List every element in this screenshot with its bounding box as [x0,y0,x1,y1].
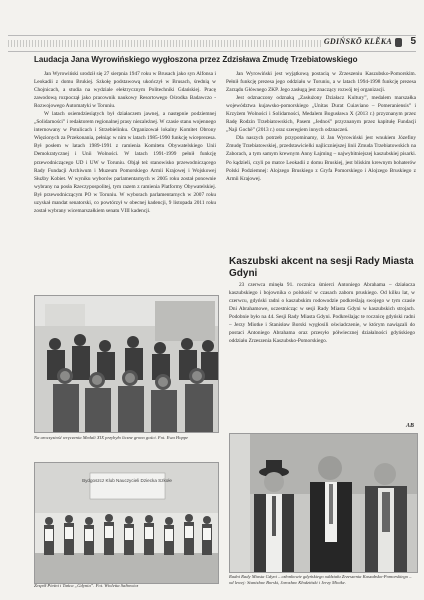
article2-body [229,281,415,421]
photo-audience [34,295,219,433]
photo-audience-caption: Na uroczystość wręczenia Medali XIX przybyło liczne grono gości. Fot. Ewa Hoppe [34,435,189,440]
article2-paragraph: 23 czerwca minęła 91. rocznica śmierci Antoniego Abrahama – działacza kaszubskiego i bojownika o polskość w czasach zaboru pruskiego. Od kilku lat, w czerwcu, gdyński radni o kaszubskim rodowodzie podkreślają swojego w tym czasie Dni Abrahamowe, uczestnicząc w sesji Rady Miasta Gdyni w kaszubskich strojach. Podobnie było na 44. Sesji Rady Miasta Gdyni. Podkreślając te rocznicę gdyński radni – Jerzy Miotke i Stanisław Borski wygłosili oświadczenie, w którym nawiązali do postaci Antoniego Abrahama oraz przesyło półwiecznej działalności gdyńskiego oddziału Zrzeszenia Kaszubsko-Pomorskiego. [229,282,415,345]
photo-folk-ensemble-caption: Zespół Pieśni i Tańca „Gdynia”. Fot. Wioletta Sałtowicz [34,583,139,588]
magazine-name: GDIŃSKŌ KLĔKA [323,37,392,46]
photo-councillors-caption: Radni Rady Miasta Gdyni – członkowie gdyńskiego oddziału Zrzeszenia Kaszubsko-Pomorskiego – od lewej: Stanisław Borski, Jarosław Kłodziński i Jerzy Miotke. [229,574,412,585]
article1-column-right [226,70,416,252]
photo-folk-ensemble [34,462,219,584]
photo-banner-text: Bydgoszcz Klub Nauczycieli Dziecka Szkołe [82,478,172,483]
article1-title: Laudacja Jana Wyrowińskiego wygłoszona przez Zdzisława Zmudę Trzebiatowskiego [34,55,358,64]
article1-paragraph: Jan Wyrowiński urodził się 27 sierpnia 1947 roku w Brusach jako syn Alfonsa i Leokadii z domu Brukiej. Szkołę podstawową ukończył w Brusach, średnią w Chojnicach, a studia na wydziale elektrycznym Politechniki Gdańskiej. Pracę zawodową rozpoczął jako pracownik naukowy Resortowego Ośrodka Badawczo - Rozwojowego Automatyki w Toruniu. [34,71,216,110]
page-header [8,35,416,52]
article2-signature: AB [405,423,414,429]
page-number: 5 [410,36,416,47]
article1-paragraph: Jan Wyrowiński jest wyjątkową postacią w Zrzeszeniu Kaszubsko-Pomorskim. Pełnił funkcję prezesa jego oddziału w Toruniu, a w latach 1994-1998 funkcję prezesa Zarządu Głównego ZKP. Jego zasługą jest znaczący rozwój tej organizacji. [226,71,416,94]
article1-paragraph: W latach osiemdziesiątych był działaczem jawnej, a następnie podziemnej „Solidarności” i redaktorem regionalnej prasy niezależnej. W czasie stanu wojennego internowany w Potulicach i Strzebielinku. Organizował lokalny Komitet Obrony Więzionych za Przekonania, pełniąc w nim w latach 1985-1990 funkcję wiceprezesa. Był posłem w latach 1989-1991 z ramienia Komitetu Obywatelskiego Unii Demokratycznej i Unii Wolności. W latach 1991-1999 pełnił funkcję przewodniczącego UD i UW w Toruniu. Objął też stanowisko przewodniczącego Rady Fundacji Archiwum i Muzeum Pomorskiego Armii Krajowej i Wojskowej Służby Kobiet. W wyniku wyborów parlamentarnych w 2005 roku został ponownie wybrany na posła Rzeczypospolitej, tym razem z ramienia Platformy Obywatelskiej. Był przewodniczącym PO w Toruniu. W wyborach parlamentarnych w 2007 roku uzyskał mandat senatorski, co powtórzył w obecnej kadencji, 9 listopada 2011 roku został wybrany wicemarszałkiem senatu VIII kadencji. [34,111,216,214]
article1-paragraph: Dla naszych potrzeb przypominamy, iż Jan Wyrowiński jest wnukiem Józefiny Zmudę Trzebiatowskiej, przedstawicielki najliczniejszej linii Zmuda Trzebiatowskich na Zaborach, a tym samym krewnym Anny Łajming – najwybitniejszej kaszubskiej pisarki. Po kądzieli, czyli po matce Leokadii z domu Bruskiej, jest bliskim krewnym bohaterów Polski Podziemnej: Alojzego Bruskiego z Gryfa Pomorskiego i Alojzego Bruskiego z Armii Krajowej. [226,135,416,182]
article1-paragraph: Jest odznaczony odznaką „Zasłużony Działacz Kultury”, medalem marszałka województwa kujawsko-pomorskiego „Unitas Durat Cuiaviano – Pomeraniensis” i Krzyżem Wolności i Solidarności, Medalem Bogusława X (2013 r.) przyznanym przez Radę Rodzin Trzebiatowskich, Pasem „Jednoś” przyznanym przez kapitułę Fundacji „Naji Gochë” (2013 r.) oraz szeregiem innych odznaczeń. [226,95,416,134]
article1-column-left [34,70,216,290]
article2-title: Kaszubski akcent na sesji Rady Miasta Gdyni [229,256,414,279]
magazine-logo-icon [395,38,402,47]
photo-councillors [229,433,418,573]
header-decorative-stripe [8,40,321,47]
